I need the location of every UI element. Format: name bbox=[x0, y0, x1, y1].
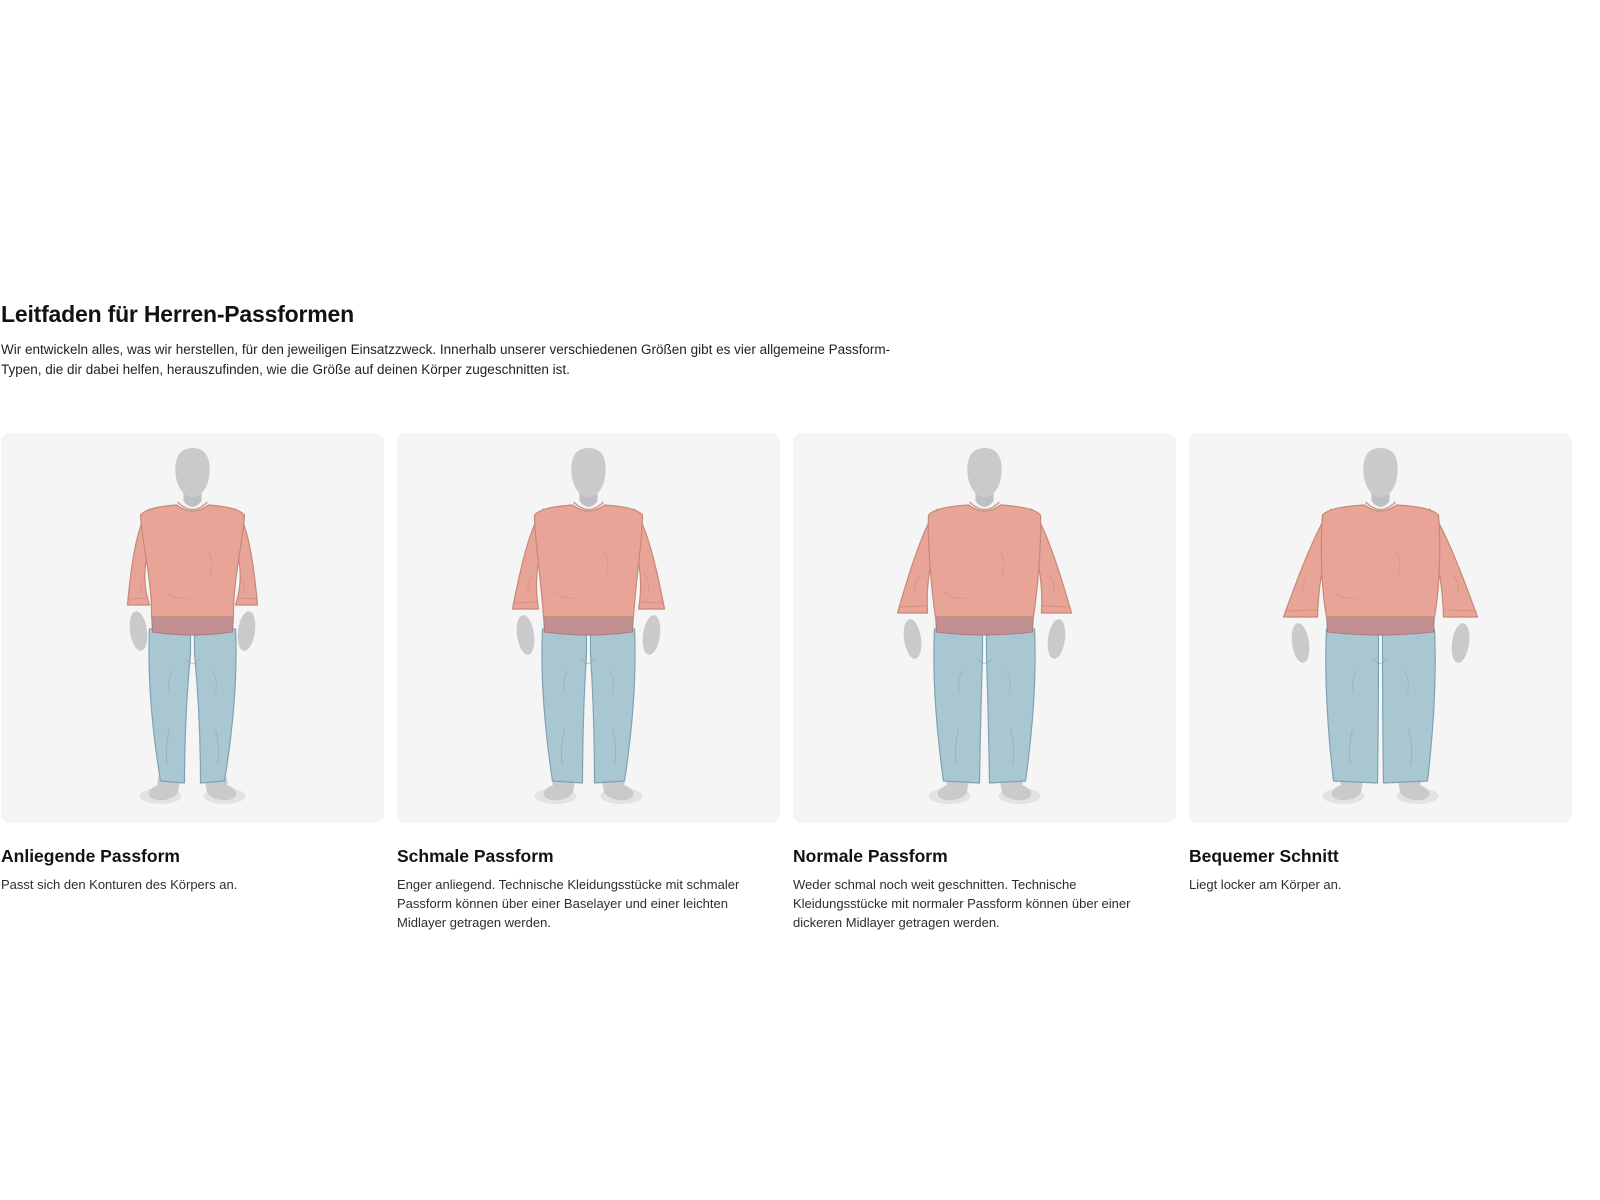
fit-card-normale bbox=[793, 433, 1176, 932]
fit-card-description: Enger anliegend. Technische Kleidungsstücke mit schmaler Passform können über einer Baselayer und einer leichten Midlayer getragen werden. bbox=[397, 877, 740, 930]
fit-card-title: Normale Passform bbox=[793, 846, 948, 866]
fit-card-title: Anliegende Passform bbox=[1, 846, 180, 866]
fit-card-schmale bbox=[397, 433, 780, 932]
fit-card-description: Liegt locker am Körper an. bbox=[1189, 877, 1342, 892]
fit-card-description: Weder schmal noch weit geschnitten. Technische Kleidungsstücke mit normaler Passform können über einer dickeren Midlayer getragen werden. bbox=[793, 877, 1131, 930]
page-title: Leitfaden für Herren-Passformen bbox=[1, 301, 354, 327]
fit-card-anliegende bbox=[1, 433, 384, 932]
section-intro-text: Wir entwickeln alles, was wir herstellen, für den jeweiligen Einsatzzweck. Innerhalb unserer verschiedenen Größen gibt es vier allgemeine Passform-Typen, die dir dabei helfen, herauszufinden, wie die Größe auf deinen Körper zugeschnitten ist. bbox=[1, 342, 891, 377]
fit-figure-fitted-illustration bbox=[1, 433, 384, 823]
fit-card-title: Schmale Passform bbox=[397, 846, 554, 866]
fit-figure-regular-illustration bbox=[793, 433, 1176, 823]
fit-figure-slim-illustration bbox=[397, 433, 780, 823]
fit-card-bequemer bbox=[1189, 433, 1572, 932]
fit-cards-row bbox=[1, 433, 1600, 932]
fit-figure-relaxed-illustration bbox=[1189, 433, 1572, 823]
fit-card-description: Passt sich den Konturen des Körpers an. bbox=[1, 877, 238, 892]
fit-card-title: Bequemer Schnitt bbox=[1189, 846, 1339, 866]
